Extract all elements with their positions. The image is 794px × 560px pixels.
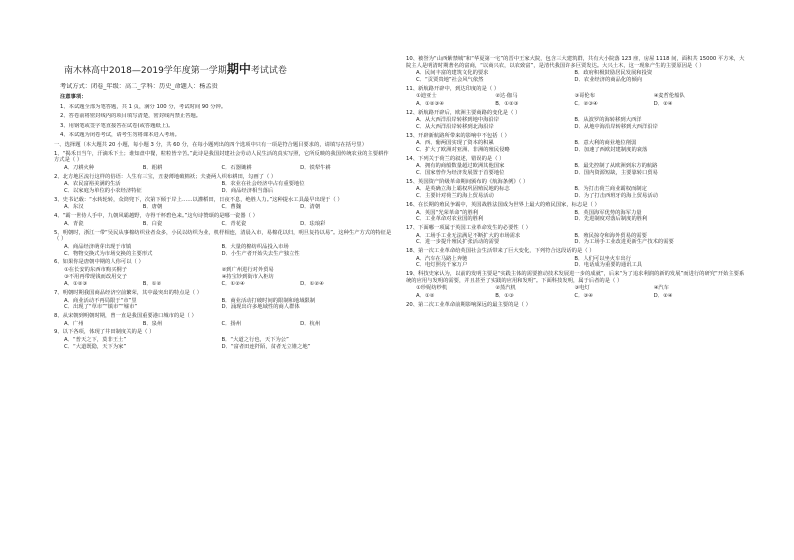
answer-option: ④麦哲伦船队	[653, 93, 685, 100]
answer-option: A．从大西洋沿岸转移到地中海沿岸	[416, 117, 500, 124]
option-group	[64, 267, 392, 280]
answer-option: A．西、葡两国实现了资本的积累	[416, 140, 494, 147]
exam-meta: 考试方式：闭卷_年级：高二_学科：历史_命题人：杨孟贵	[60, 83, 218, 91]
question	[54, 174, 392, 195]
option-group	[416, 140, 746, 153]
answer-option: D．清朝	[300, 204, 321, 211]
answer-option: ③电灯	[574, 285, 590, 292]
answer-option: C．石器锄耕	[221, 165, 252, 172]
question-stem: 20、第二次工业革命前期影响深远的最主要的是（ ）	[406, 301, 531, 308]
answer-option: A．工场手工业无法满足不断扩大的市场需求	[416, 232, 521, 239]
notice-heading: 注意事项：	[60, 94, 87, 100]
question-stem: 4、“霸一世侍人手中，九朝风霸越野，寺得干杯碧色来。”这句诗赞颂的是哪一瓷器（ ）	[54, 213, 258, 220]
question-stem: 18、第一次工业革命给英国社会生活带来了巨大变化，下列符合这段话的是（ ）	[406, 247, 595, 254]
answer-option: ①珍妮纺纱机	[416, 285, 448, 292]
answer-option: C．工业革命对农业国的胜利	[416, 216, 484, 223]
question-stem: 17、下面哪一项属于英国工业革命发生的必要性（ ）	[406, 224, 531, 231]
answer-option: A．“普天之下，莫非王土”	[64, 336, 127, 343]
question-stem: 16、在长期的殖民争霸中，英国战胜法国成为世界上最大的殖民国家，标志是（ ）	[406, 201, 600, 208]
question	[54, 313, 392, 327]
question	[406, 271, 746, 299]
answer-option: ①迪亚士	[416, 93, 437, 100]
question	[406, 56, 746, 83]
answer-option: B．泉州	[142, 320, 163, 327]
option-group	[416, 210, 746, 223]
option-group	[416, 163, 746, 176]
answer-option: ②蒸汽机	[495, 285, 516, 292]
question	[406, 156, 746, 177]
answer-option: B．为打击荷兰商业霸权而制定	[574, 186, 647, 193]
answer-option: A．广州	[64, 320, 84, 327]
answer-option: D．为工场手工业改进更新生产技术的需要	[574, 239, 674, 246]
answer-option: B．政府积极鼓励居民发展和投资	[574, 70, 653, 77]
answer-option: D．从地中海沿岸转移到大西洋沿岸	[574, 124, 658, 131]
question-list-left	[54, 151, 392, 350]
option-group	[64, 244, 392, 257]
answer-option: B．从波罗的海转移到大西洋	[574, 117, 642, 124]
answer-option: C．①②④	[221, 281, 245, 288]
answer-option: D．先进制度对落后制度的胜利	[574, 216, 648, 223]
option-group	[416, 186, 746, 199]
answer-option: B．意大利的商业地位削弱	[574, 140, 637, 147]
notice-item: 2、答卷前将密封线内的项目填写清楚，密封线内禁止答题。	[60, 113, 202, 120]
answer-option: B．①②③	[495, 101, 519, 108]
answer-option: ②到广州进行对外贸易	[221, 266, 274, 273]
question	[54, 197, 392, 211]
option-group	[64, 221, 392, 228]
option-group	[64, 165, 392, 172]
answer-option: B．白瓷	[142, 220, 163, 227]
answer-option: C．从大西洋沿岸转移到北海沿岸	[416, 124, 494, 131]
answer-option: B．“大道之行也，天下为公”	[221, 336, 289, 343]
answer-option: C．“贡贾贵地”社会风气依然	[416, 77, 484, 84]
answer-option: C．“大道既隐，天下为家”	[64, 343, 127, 350]
option-group	[416, 93, 746, 100]
question-stem: 19、科技史家认为，以前的发明主要是“实践主体的需要推动技术发展进一步的成就”，后来“为了追求利润的新的发展”而进行的研究“开始主要系统的应用与发明的需要，并且甚至了实践的应用和发明”。下面科技发明，属于后者的是（ ）	[406, 270, 745, 284]
exam-title: 南木林高中2018—2019学年度第一学期期中考试试卷	[64, 62, 287, 76]
answer-option: C．主要针对荷兰的海上贸易活动	[416, 193, 494, 200]
answer-option: D．为了打击西班牙的海上贸易活动	[574, 193, 658, 200]
answer-option: B．①②	[142, 281, 162, 288]
question	[406, 86, 746, 108]
answer-option: D．电话成为重要的通讯工具	[574, 262, 643, 269]
answer-option: C．国家曾作为经济发展置于首要地位	[416, 170, 505, 177]
question-stem: 13、开辟新航路所带来的影响中不包括（ ）	[406, 132, 510, 139]
answer-option: A．农民富裕美满的生活	[64, 181, 121, 188]
answer-option: D．涌现出许多地域性的商人群体	[221, 304, 300, 311]
notice-list	[60, 104, 392, 139]
answer-option: A．英国“光荣革命”的胜利	[416, 209, 479, 216]
answer-option: A．刀耕火种	[64, 165, 95, 172]
question	[406, 225, 746, 246]
question-list-right	[406, 56, 746, 308]
question-stem: 8、从宋朝到明朝时期，曾一直是我国重要港口城市的是（ ）	[54, 312, 197, 319]
answer-option: B．耜耕	[142, 165, 163, 172]
answer-option: D．小生产者开始失去生产独立性	[221, 250, 300, 257]
answer-option: B．唐朝	[142, 204, 163, 211]
answer-option: D．铁犁牛耕	[300, 165, 331, 172]
section-heading: 一、选择题（本大题共 20 小题，每小题 3 分，共 60 分，在每小题列出的四个选项中只有一项是符合题目要求的，请填写在括号里）	[54, 142, 367, 149]
option-group	[416, 256, 746, 269]
answer-option: A．青瓷	[64, 220, 84, 227]
answer-option: C．进一步提升殖民扩张活动的需要	[416, 239, 500, 246]
answer-option: C．扬州	[221, 320, 242, 327]
option-group	[416, 233, 746, 246]
answer-option: D．杭州	[300, 320, 321, 327]
answer-option: D．加速了西欧封建制度的衰落	[574, 147, 648, 154]
question-stem: 9、以下各项，体现了井田制度关的是（ ）	[54, 329, 155, 336]
answer-option: C．扩大了欧洲对亚洲、非洲的殖民侵略	[416, 147, 510, 154]
answer-option: A．汽车在马路上奔驰	[416, 255, 468, 262]
question-stem: 5、明朝时，浙江一带“吴民从事棉纺织业者众多，小民以纺织为业，机杼相连，清晨入市，易棉花以归，明旦复持以易”。这种生产方式的特征是（ ）	[54, 229, 392, 243]
question	[406, 133, 746, 154]
answer-option: ②达·伽马	[495, 93, 518, 100]
question-stem: 12、新航路开辟后，欧洲主要商路的变化是（ ）	[406, 109, 521, 116]
question	[406, 110, 746, 131]
answer-option: A．是英确立海上霸权巩固殖民地的标志	[416, 186, 510, 193]
answer-option: B．最先控制了从欧洲到东方的航路	[574, 163, 658, 170]
answer-option: C．以家庭为单位的小农经济特征	[64, 188, 142, 195]
answer-option: D．商品经济相当落后	[221, 188, 274, 195]
option-group	[64, 321, 392, 328]
answer-option: C．曹魏	[221, 204, 242, 211]
option-group	[64, 281, 392, 288]
question-stem: 6、如果你是唐朝中期的人你可以（ ）	[54, 259, 144, 266]
answer-option: D．②④	[653, 292, 673, 299]
option-group	[64, 337, 392, 350]
answer-option: C．③④	[574, 292, 593, 299]
answer-option: A．①②	[416, 292, 435, 299]
question-stem: 7、明朝时期我国商品经济空前繁荣，其中最突出的特点是（ ）	[54, 289, 203, 296]
question	[54, 329, 392, 350]
question	[54, 290, 392, 311]
answer-option: B．商业活动打破时间的限制和地域限制	[221, 297, 316, 304]
question-stem: 1、“揭禾日当午，汗滴禾下土；谁知盘中餐，粒粒皆辛苦。”此诗是我国封建社会劳动人民生活的真实写照，它所反映的我国传统农业的主要耕作方式是（ ）	[54, 150, 389, 164]
answer-option: B．殖民掠夺和海外贸易的需要	[574, 232, 647, 239]
question-stem: 3、史书记载：“水转轮转，众筒兜下，次第下倾于岸上……以灌稻田，日夜不息，绝胜人力。”这种提水工具最早出现于（ ）	[54, 196, 343, 203]
answer-option: B．人们可以坐火车出行	[574, 255, 631, 262]
question-stem: 10、被誉为“山西紫禁城”和“华夏第一宅”的晋中王家大院，包含三大建筑群，共有大小院落 123 座，房屋 1118 间，面积共 15000 平方米，大院主人是明清时期著名的富商，“以商兴农，以农致富”，是清代我国许多巨贾发达。大兴土木，这一现象产生的主要原因是（ ）	[406, 56, 745, 69]
answer-option: C．②③④	[574, 101, 598, 108]
answer-option: D．农业经济的商品化的倾向	[574, 77, 643, 84]
answer-option: C．物物交换式为市场交换的主要形式	[64, 250, 153, 257]
answer-option: ④持宝钞到街市入柜坊	[221, 273, 274, 280]
answer-option: D．国内资源短缺，主要靠转口贸易	[574, 170, 658, 177]
answer-option: C．电灯照亮千家万户	[416, 262, 468, 269]
option-group	[416, 70, 746, 83]
question	[406, 302, 746, 309]
question	[54, 259, 392, 287]
answer-option: A．①②③	[64, 281, 88, 288]
notice-item: 1、本试题全部为笔答题，共 1 页，满分 100 分，考试时间 90 分钟。	[60, 103, 227, 110]
question	[406, 179, 746, 200]
answer-option: ③哥伦布	[574, 93, 596, 100]
answer-option: ③不用再带现钱而改用交子	[64, 273, 128, 280]
left-column	[54, 0, 392, 560]
question	[54, 213, 392, 227]
question	[406, 248, 746, 269]
option-group	[64, 181, 392, 194]
option-group	[416, 285, 746, 292]
answer-option: ④汽车	[653, 285, 669, 292]
answer-option: ①在长安的东西市购买桐子	[64, 266, 128, 273]
notice-item: 4、本试题为闭卷考试，请考生勿将课本进入考场。	[60, 132, 180, 139]
answer-option: D．②④	[653, 101, 673, 108]
question-stem: 14、下列关于荷兰的叙述，错误的是（ ）	[406, 155, 505, 162]
answer-option: A．商品经济萌芽出现于市镇	[64, 243, 132, 250]
answer-option: C．出现了“草市”“镇市”“墟市”	[64, 304, 138, 311]
question	[406, 202, 746, 223]
answer-option: D．珐琅彩	[300, 220, 326, 227]
question-stem: 15、英国资产阶级革命期间颁布的《航海条例》（ ）	[406, 178, 529, 185]
answer-option: A．商业活动不再局限于“市”里	[64, 297, 137, 304]
answer-option: B．英国海军优势的海军力量	[574, 209, 642, 216]
answer-option: D．“富者田连阡陌，贫者无立锥之地”	[221, 343, 311, 350]
option-group	[416, 117, 746, 130]
answer-option: A．拥有的商船数量超过欧洲其他国家	[416, 163, 505, 170]
question-stem: 2、北方地区流行这样的俗语：人生有三宝，丑妻薄地破棉袄；夫妻两人织布耕田，勾画了（ ）	[54, 173, 277, 180]
option-group	[416, 101, 746, 108]
answer-option: B．大量的棉纺织品投入市场	[221, 243, 289, 250]
answer-option: A．①②③④	[416, 101, 444, 108]
answer-option: D．①②④	[300, 281, 324, 288]
answer-option: B．①③	[495, 292, 514, 299]
answer-option: A．民间丰富的建筑文化的要求	[416, 70, 489, 77]
right-column	[406, 0, 746, 560]
notice-item: 3、用钢笔或签字笔直接答在试卷(或答题纸上)。	[60, 122, 174, 129]
option-group	[64, 298, 392, 311]
answer-option: A．东汉	[64, 204, 84, 211]
question	[54, 230, 392, 257]
question	[54, 151, 392, 172]
option-group	[64, 204, 392, 211]
answer-option: C．青花瓷	[221, 220, 247, 227]
question-stem: 11、新航路开辟中，到达印度的是（ ）	[406, 85, 500, 92]
option-group	[416, 293, 746, 300]
answer-option: B．农业在社会经济中占有重要地位	[221, 181, 305, 188]
